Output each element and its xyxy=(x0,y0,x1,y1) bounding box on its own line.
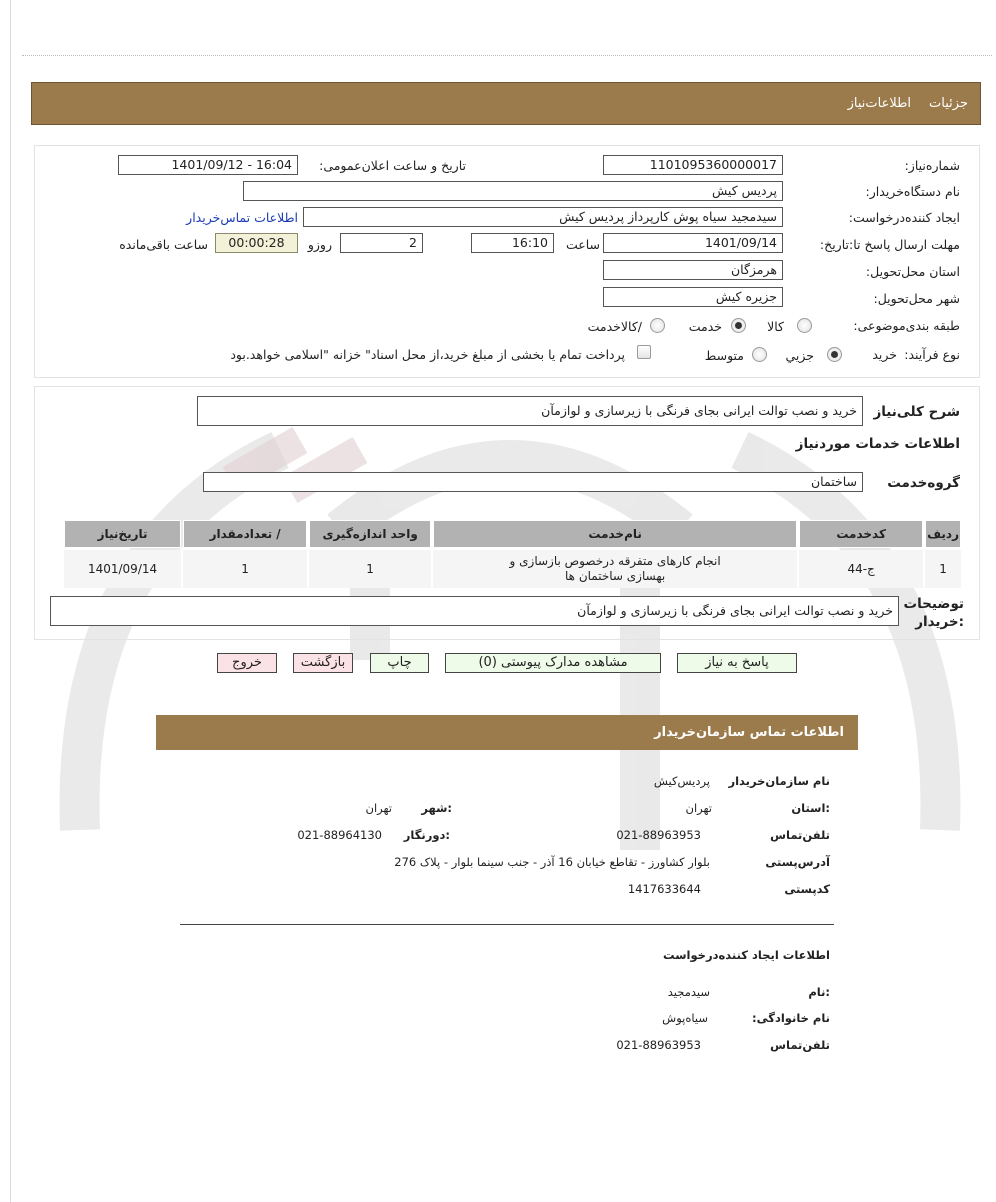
process-label: نوع فرآیند: xyxy=(904,347,960,362)
contact-city-label: :شهر xyxy=(421,801,452,815)
first-name: سیدمجید xyxy=(667,985,710,999)
postal: 1417633644 xyxy=(627,882,701,896)
category-label: طبقه بندی‌موضوعی: xyxy=(853,318,960,333)
contact-divider xyxy=(180,924,834,925)
tab-details[interactable]: جزئیات xyxy=(929,96,968,111)
reply-button[interactable]: پاسخ به نیاز xyxy=(677,653,797,673)
col-qty-header: / تعدادمقدار xyxy=(183,520,307,548)
contact-heading: اطلاعات تماس سازمان‌خریدار xyxy=(156,715,858,750)
days-field: 2 xyxy=(340,233,423,253)
day-label: روزو xyxy=(307,237,332,252)
city-label: شهر محل‌تحویل: xyxy=(873,291,960,306)
creator-heading: اطلاعات ایجاد کننده‌درخواست xyxy=(663,948,830,962)
buyer-contact-link[interactable]: اطلاعات تماس‌خریدار xyxy=(186,210,298,225)
back-button[interactable]: بازگشت xyxy=(293,653,353,673)
contact-province-label: :استان xyxy=(791,801,830,815)
process-medium-label: متوسط xyxy=(704,348,744,363)
creator-field: سیدمجید سیاه پوش کارپرداز پردیس کیش xyxy=(303,207,783,227)
payment-note: پرداخت تمام یا بخشی از مبلغ خرید،از محل اسناد" خزانه "اسلامی خواهد.بود xyxy=(230,347,625,362)
announce-label: تاریخ و ساعت اعلان‌عمومی: xyxy=(319,158,466,173)
creator-label: ایجاد کننده‌درخواست: xyxy=(848,210,960,225)
cell-unit: 1 xyxy=(309,550,431,588)
attachments-button[interactable]: مشاهده مدارک پیوستی (0) xyxy=(445,653,661,673)
province-label: استان محل‌تحویل: xyxy=(865,264,960,279)
print-button[interactable]: چاپ xyxy=(370,653,429,673)
buyer-org-field: پردیس کیش xyxy=(243,181,783,201)
exit-button[interactable]: خروج xyxy=(217,653,277,673)
col-date-header: تاریخ‌نیاز xyxy=(64,520,181,548)
col-unit-header: واحد اندازه‌گیری xyxy=(309,520,431,548)
remaining-timer: 00:00:28 xyxy=(215,233,298,253)
creator-phone: 021-88963953 xyxy=(616,1038,701,1052)
description-field: خرید و نصب توالت ایرانی بجای فرنگی با زیرسازی و لوازمآن xyxy=(197,396,863,426)
col-row-header: ردیف xyxy=(925,520,961,548)
contact-city: تهران xyxy=(365,801,392,815)
announce-field: 1401/09/12 - 16:04 xyxy=(118,155,298,175)
treasury-payment-checkbox[interactable] xyxy=(637,345,651,359)
city-field: جزیره کیش xyxy=(603,287,783,307)
province-field: هرمزگان xyxy=(603,260,783,280)
postal-label: کد‌پستی xyxy=(784,882,830,896)
cell-code: ج-44 xyxy=(799,550,923,588)
category-goods-label: کالا xyxy=(767,319,784,334)
creator-phone-label: تلفن‌تماس xyxy=(770,1038,830,1052)
category-goods-service-radio[interactable] xyxy=(650,318,665,333)
cell-name: انجام کارهای متفرقه درخصوص بازسازی و بهسازی ساختمان ها xyxy=(433,550,797,588)
need-info-panel xyxy=(34,145,980,378)
org-name: پردیس‌کیش xyxy=(653,774,710,788)
last-name-label: نام خانوادگی: xyxy=(752,1011,830,1025)
service-group-label: گروه‌خدمت xyxy=(887,475,960,491)
remaining-label: ساعت باقی‌مانده xyxy=(119,237,208,252)
buyer-org-label: نام دستگاه‌خریدار: xyxy=(865,184,960,199)
buyer-notes-label: توضیحات :خریدار xyxy=(903,596,964,630)
need-number-label: شماره‌نیاز: xyxy=(904,158,960,173)
top-divider xyxy=(22,55,992,56)
cell-date: 1401/09/14 xyxy=(64,550,181,588)
table-row xyxy=(64,550,961,588)
process-minor-radio[interactable] xyxy=(827,347,842,362)
first-name-label: :نام xyxy=(808,985,830,999)
process-minor-label: جزیي xyxy=(785,348,814,363)
buyer-notes-field: خرید و نصب توالت ایرانی بجای فرنگی با زیرسازی و لوازمآن xyxy=(50,596,899,626)
category-service-radio[interactable] xyxy=(731,318,746,333)
phone-label: تلفن‌تماس xyxy=(770,828,830,842)
title-bar xyxy=(31,82,981,125)
deadline-date-field: 1401/09/14 xyxy=(603,233,783,253)
service-group-field: ساختمان xyxy=(203,472,863,492)
cell-row: 1 xyxy=(925,550,961,588)
need-number-field: 1101095360000017 xyxy=(603,155,783,175)
col-code-header: کدخدمت xyxy=(799,520,923,548)
col-name-header: نام‌خدمت xyxy=(433,520,797,548)
services-table xyxy=(62,518,963,590)
process-medium-radio[interactable] xyxy=(752,347,767,362)
process-buy-label: خرید xyxy=(872,347,897,362)
address: بلوار کشاورز - تقاطع خیابان 16 آذر - جنب سینما بلوار - پلاک 276 xyxy=(394,855,710,869)
tab-need-info[interactable]: اطلاعات‌نیاز xyxy=(847,96,912,111)
category-goods-radio[interactable] xyxy=(797,318,812,333)
phone: 021-88963953 xyxy=(616,828,701,842)
deadline-label: مهلت ارسال پاسخ تا:تاریخ: xyxy=(819,237,960,252)
address-label: آدرس‌پستی xyxy=(765,855,830,869)
fax-label: :دورنگار xyxy=(403,828,450,842)
fax: 021-88964130 xyxy=(297,828,382,842)
contact-province: تهران xyxy=(685,801,712,815)
category-goods-service-label: /کالاخدمت xyxy=(587,319,642,334)
org-name-label: نام سازمان‌خریدار xyxy=(728,774,830,788)
cell-qty: 1 xyxy=(183,550,307,588)
description-label: شرح کلی‌نیاز xyxy=(873,404,960,420)
deadline-time-field: 16:10 xyxy=(471,233,554,253)
last-name: سیاه‌پوش xyxy=(662,1011,708,1025)
services-heading: اطلاعات خدمات موردنیاز xyxy=(795,436,960,452)
time-label: ساعت xyxy=(565,237,600,252)
category-service-label: خدمت xyxy=(688,319,722,334)
